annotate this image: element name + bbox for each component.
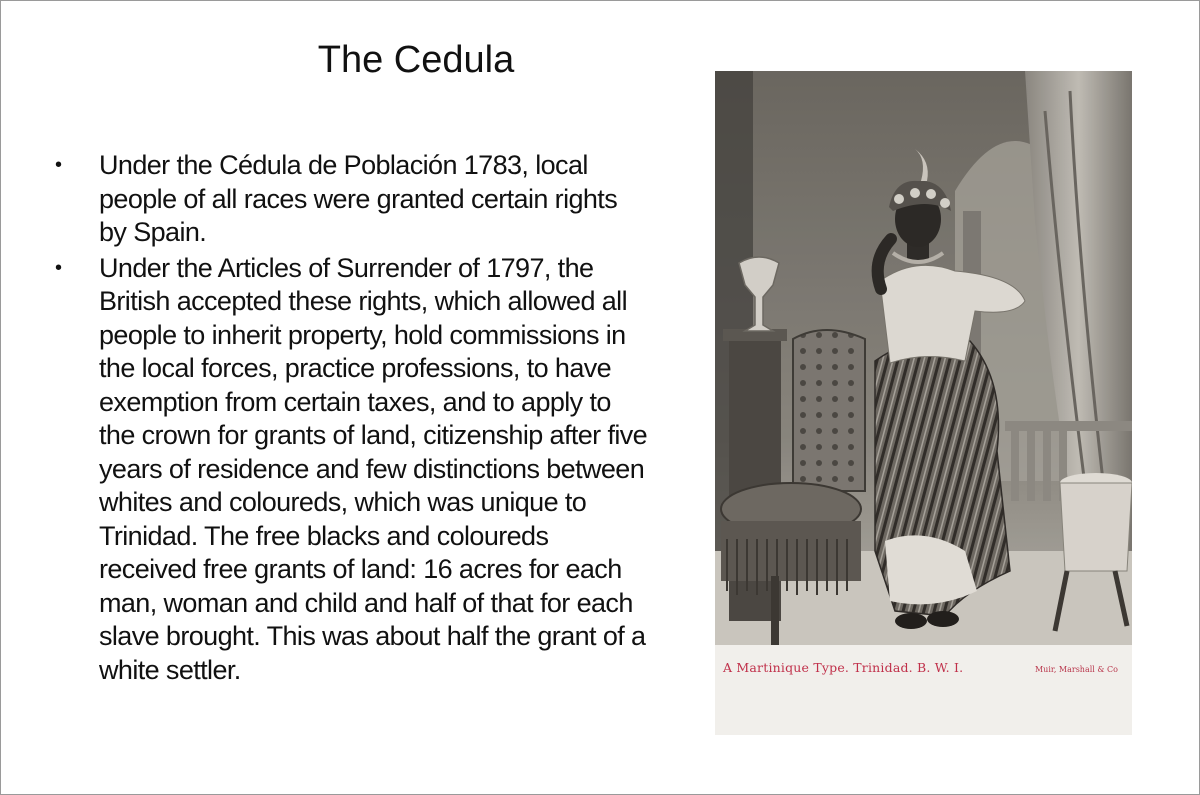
historical-photo: [715, 71, 1132, 735]
slide-title: The Cedula: [317, 39, 515, 81]
bullet-item: [51, 252, 651, 688]
photo-credit: Muir, Marshall & Co: [1034, 665, 1118, 674]
photo-illustration: [715, 71, 1132, 735]
bullet-item: [51, 149, 651, 250]
bullet-glyph: •: [55, 154, 63, 176]
bullet-list: [51, 149, 651, 689]
bullet-text: Under the Cédula de Población 1783, local people of all races were granted certain rights by Spain.: [99, 150, 618, 247]
bullet-text: Under the Articles of Surrender of 1797, the British accepted these rights, which allowed all people to inherit property, hold commissions in the local forces, practice professions, to have exemption from certain taxes, and to apply to the crown for grants of land, citizenship after five years of residence and few distinctions between whites and coloureds, which was unique to Trinidad. The free blacks and coloureds received free grants of land: 16 acres for each man, woman and child and half of that for each slave brought. This was about half the grant of a white settler.: [99, 252, 648, 685]
photo-caption: A Martinique Type. Trinidad. B. W. I.: [723, 660, 964, 675]
bullet-glyph: •: [55, 256, 63, 279]
